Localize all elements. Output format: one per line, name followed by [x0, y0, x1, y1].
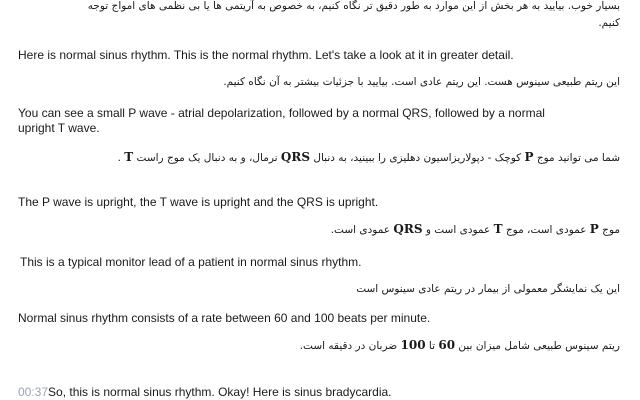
text-part: نرمال، و به دنبال یک موج راست — [133, 152, 281, 164]
bold-term: T — [493, 222, 503, 236]
bold-number: 60 — [438, 338, 456, 352]
bold-term: QRS — [280, 150, 310, 164]
persian-intro-line-2: کنیم. — [598, 17, 620, 29]
english-line-monitor-lead: This is a typical monitor lead of a patient in normal sinus rhythm. — [20, 255, 362, 269]
bold-term: P — [524, 150, 534, 164]
bradycardia-text: So, this is normal sinus rhythm. Okay! Here is sinus bradycardia. — [48, 385, 392, 399]
persian-intro-line-1: بسیار خوب. بیایید به هر بخش از این موارد به طور دقیق تر نگاه کنیم، به خصوص به آریتمی ها یا بی نظمی های امواج توجه — [87, 0, 620, 12]
persian-line-monitor-lead: این یک نمایشگر معمولی از بیمار در ریتم عادی سینوس است — [356, 283, 620, 295]
text-part: . — [117, 152, 125, 164]
text-part: شما می توانید موج — [533, 152, 620, 164]
persian-line-upright — [331, 222, 620, 236]
english-line-bradycardia — [18, 385, 392, 399]
english-line-upright: The P wave is upright, the T wave is upright and the QRS is upright. — [18, 195, 379, 209]
persian-line-p-wave — [118, 150, 620, 164]
english-line-rate: Normal sinus rhythm consists of a rate between 60 and 100 beats per minute. — [18, 311, 431, 325]
timestamp-link[interactable]: 00:37 — [18, 385, 49, 399]
text-part: عمودی است، موج — [502, 224, 590, 236]
bold-term: QRS — [393, 222, 423, 236]
persian-line-rate — [300, 338, 620, 352]
persian-line-normal-rhythm: این ریتم طبیعی سینوس هست. این ریتم عادی است. بیایید با جزئیات بیشتر به آن نگاه کنیم. — [223, 76, 620, 88]
english-line-p-wave-1: You can see a small P wave - atrial depolarization, followed by a normal QRS, followed by a normal — [18, 106, 545, 120]
bold-term: T — [124, 150, 134, 164]
text-part: ریتم سینوس طبیعی شامل میزان بین — [455, 340, 620, 352]
text-part: کوچک - دپولاریزاسیون دهلیزی را ببینید، به دنبال — [310, 152, 525, 164]
bold-number: 100 — [400, 338, 426, 352]
english-line-p-wave-2: upright T wave. — [18, 121, 100, 135]
text-part: موج — [598, 224, 620, 236]
english-line-normal-rhythm: Here is normal sinus rhythm. This is the normal rhythm. Let's take a look at it in greater detail. — [18, 48, 514, 62]
text-part: عمودی است. — [330, 224, 394, 236]
bold-term: P — [589, 222, 599, 236]
text-part: عمودی است و — [422, 224, 494, 236]
text-part: تا — [425, 340, 439, 352]
text-part: ضربان در دقیقه است. — [299, 340, 401, 352]
